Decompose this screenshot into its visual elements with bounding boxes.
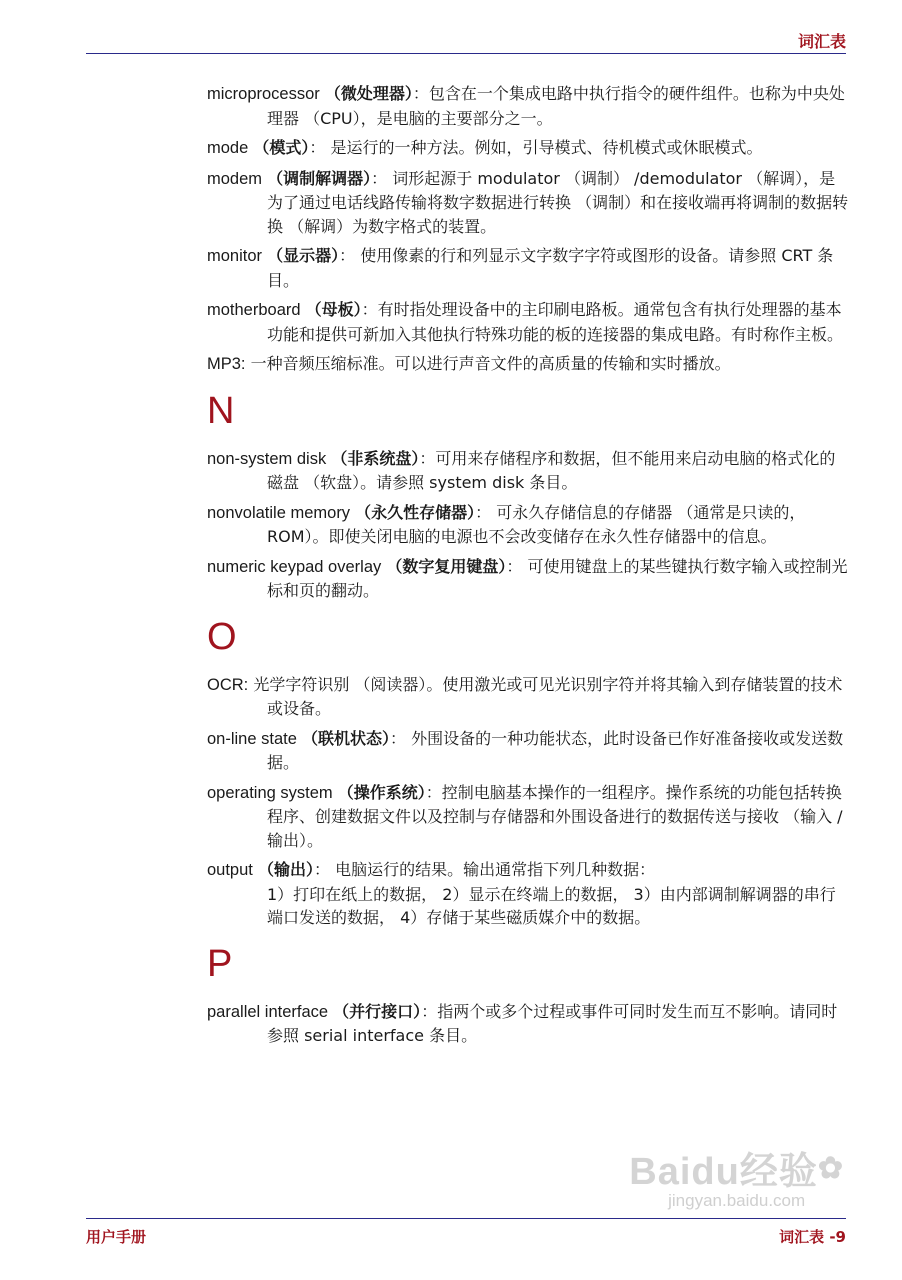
entry-definition: 一种音频压缩标准。可以进行声音文件的高质量的传输和实时播放。 (245, 354, 731, 373)
glossary-entry (207, 673, 849, 721)
entry-term: output (207, 861, 253, 879)
entry-definition: ： 使用像素的行和列显示文字数字字符或图形的设备。请参照 CRT 条目。 (267, 246, 834, 290)
glossary-entry (207, 781, 849, 853)
glossary-entry (207, 1000, 849, 1048)
entry-term: microprocessor (207, 85, 320, 103)
footer-page-number: 词汇表 -9 (779, 1228, 846, 1246)
entry-term: nonvolatile memory (207, 503, 351, 522)
entry-definition: 光学字符识别 （阅读器）。使用激光或可见光识别字符并将其输入到存储装置的技术或设备。 (248, 674, 843, 718)
entry-definition: ：控制电脑基本操作的一组程序。操作系统的功能包括转换程序、创建数据文件以及控制与存储器和外围设备进行的数据传送与接收 （输入 / 输出）。 (267, 782, 843, 850)
entry-sub-definition: 1）打印在纸上的数据， 2）显示在终端上的数据， 3）由内部调制解调器的串行端口发送的数据， 4）存储于某些磁质媒介中的数据。 (267, 884, 836, 927)
entry-definition: ： 可永久存储信息的存储器 （通常是只读的， ROM）。即使关闭电脑的电源也不会改变储存在永久性存储器中的信息。 (267, 502, 806, 546)
glossary-entry (207, 244, 849, 292)
entry-definition: ：包含在一个集成电路中执行指令的硬件组件。也称为中央处理器 （CPU），是电脑的主要部分之一。 (267, 84, 845, 128)
entry-definition: ： 电脑运行的结果。输出通常指下列几种数据： (313, 860, 656, 879)
glossary-entry (207, 167, 849, 239)
entry-term: non-system disk (207, 449, 327, 468)
entry-term: on-line state (207, 729, 297, 748)
glossary-entry (207, 501, 849, 549)
header-title: 词汇表 (797, 32, 846, 51)
paw-icon: ✿ (817, 1152, 844, 1185)
entry-definition: ：可用来存储程序和数据，但不能用来启动电脑的格式化的磁盘 （软盘）。请参照 system disk 条目。 (267, 448, 836, 492)
entry-term: numeric keypad overlay (207, 557, 382, 576)
entry-term: mode (207, 139, 249, 157)
entry-chinese-term: （微处理器） (324, 84, 413, 103)
glossary-entry (207, 136, 849, 161)
entry-chinese-term: （并行接口） (333, 1001, 422, 1021)
glossary-entry (207, 82, 849, 130)
section-letter-p: P (207, 942, 233, 985)
entry-chinese-term: （永久性存储器） (355, 502, 476, 522)
entry-chinese-term: （数字复用键盘） (386, 556, 507, 576)
entry-term: OCR: (207, 675, 249, 694)
entry-chinese-term: （模式） (253, 138, 310, 157)
entry-term: MP3: (207, 355, 246, 373)
section-letter-o: O (207, 615, 237, 658)
glossary-content (207, 82, 849, 1054)
baidu-watermark (629, 1140, 844, 1211)
entry-definition: ： 外围设备的一种功能状态，此时设备已作好准备接收或发送数据。 (267, 728, 844, 772)
entry-definition: ：指两个或多个过程或事件可同时发生而互不影响。请同时参照 serial interface 条目。 (267, 1001, 838, 1045)
glossary-entry (207, 727, 849, 775)
entry-chinese-term: （输出） (257, 860, 314, 879)
watermark-logo: Baidu经验✿ (629, 1151, 844, 1193)
header-rule (86, 53, 846, 54)
entry-chinese-term: （显示器） (267, 246, 340, 265)
entry-chinese-term: （调制解调器） (267, 168, 372, 188)
glossary-entry (207, 555, 849, 603)
entry-chinese-term: （联机状态） (301, 728, 390, 748)
entry-term: modem (207, 169, 263, 188)
entry-term: operating system (207, 783, 333, 802)
entry-definition: ： 是运行的一种方法。例如，引导模式、待机模式或休眠模式。 (309, 138, 763, 157)
entry-term: parallel interface (207, 1002, 329, 1021)
glossary-entry (207, 447, 849, 495)
entry-definition: ： 词形起源于 modulator （调制） /demodulator （解调），是为了通过电话线路传输将数字数据进行转换 （调制）和在接收端再将调制的数据转换 （解调）为数字格式的装置。 (267, 168, 849, 236)
glossary-entry (207, 352, 849, 377)
entry-definition: ：有时指处理设备中的主印刷电路板。通常包含有执行处理器的基本功能和提供可新加入其他执行特殊功能的板的连接器的集成电路。有时称作主板。 (267, 300, 844, 344)
footer-left: 用户手册 (86, 1228, 147, 1246)
watermark-url: jingyan.baidu.com (668, 1191, 806, 1210)
footer-rule (86, 1218, 846, 1219)
entry-term: monitor (207, 247, 263, 265)
entry-chinese-term: （非系统盘） (331, 448, 420, 468)
entry-chinese-term: （操作系统） (337, 782, 426, 802)
entry-chinese-term: （母板） (305, 300, 362, 319)
glossary-entry (207, 298, 849, 346)
entry-definition: ： 可使用键盘上的某些键执行数字输入或控制光标和页的翻动。 (267, 556, 848, 600)
glossary-entry (207, 858, 849, 930)
entry-term: motherboard (207, 301, 301, 319)
section-letter-n: N (207, 389, 235, 432)
